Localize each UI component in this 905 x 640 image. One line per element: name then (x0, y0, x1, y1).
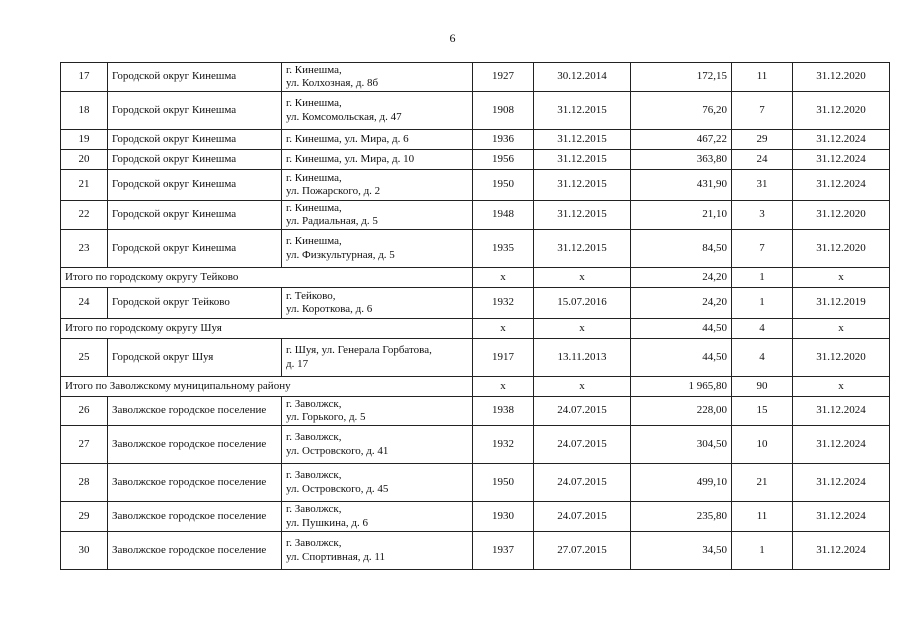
table-row (61, 170, 890, 201)
recognition-date: 24.07.2015 (534, 502, 631, 532)
row-number: 26 (61, 397, 108, 426)
table-row (61, 201, 890, 230)
municipality-name: Заволжское городское поселение (108, 464, 282, 502)
resettlement-deadline: 31.12.2024 (793, 397, 890, 426)
residents-count: 29 (732, 130, 793, 150)
residents-count: 15 (732, 397, 793, 426)
resettlement-deadline: 31.12.2020 (793, 339, 890, 377)
construction-year: 1935 (473, 230, 534, 268)
address-line: ул. Пушкина, д. 6 (286, 516, 369, 529)
living-area: 363,80 (631, 150, 732, 170)
residents-count: 1 (732, 288, 793, 319)
residents-count: 24 (732, 150, 793, 170)
residents-count: 4 (732, 339, 793, 377)
table-row (61, 464, 890, 502)
construction-year: 1938 (473, 397, 534, 426)
house-address (282, 464, 473, 502)
house-address (282, 397, 473, 426)
table-row (61, 426, 890, 464)
address-line: ул. Физкультурная, д. 5 (286, 248, 395, 261)
total-date: х (534, 319, 631, 339)
address-line: ул. Спортивная, д. 11 (286, 550, 385, 563)
recognition-date: 31.12.2015 (534, 92, 631, 130)
construction-year: 1937 (473, 532, 534, 570)
living-area: 84,50 (631, 230, 732, 268)
living-area: 228,00 (631, 397, 732, 426)
resettlement-deadline: 31.12.2024 (793, 464, 890, 502)
row-number: 24 (61, 288, 108, 319)
construction-year: 1932 (473, 288, 534, 319)
total-label: Итого по Заволжскому муниципальному району (61, 377, 473, 397)
recognition-date: 31.12.2015 (534, 130, 631, 150)
municipality-name: Городской округ Кинешма (108, 92, 282, 130)
table-row (61, 288, 890, 319)
row-number: 20 (61, 150, 108, 170)
total-residents: 4 (732, 319, 793, 339)
table-row (61, 502, 890, 532)
house-address (282, 288, 473, 319)
table-row (61, 92, 890, 130)
construction-year: 1917 (473, 339, 534, 377)
address-line: г. Заволжск, (286, 397, 342, 410)
residents-count: 31 (732, 170, 793, 201)
resettlement-deadline: 31.12.2024 (793, 150, 890, 170)
residents-count: 21 (732, 464, 793, 502)
recognition-date: 24.07.2015 (534, 397, 631, 426)
living-area: 21,10 (631, 201, 732, 230)
row-number: 30 (61, 532, 108, 570)
construction-year: 1936 (473, 130, 534, 150)
housing-registry-table (60, 62, 890, 570)
construction-year: 1950 (473, 464, 534, 502)
address-line: г. Кинешма, (286, 63, 342, 76)
house-address (282, 201, 473, 230)
construction-year: 1927 (473, 63, 534, 92)
house-address (282, 339, 473, 377)
construction-year: 1950 (473, 170, 534, 201)
resettlement-deadline: 31.12.2024 (793, 426, 890, 464)
table-row (61, 150, 890, 170)
address-line: г. Заволжск, (286, 431, 342, 444)
recognition-date: 31.12.2015 (534, 201, 631, 230)
page-number: 6 (449, 31, 456, 45)
total-label: Итого по городскому округу Шуя (61, 319, 473, 339)
house-address (282, 230, 473, 268)
living-area: 34,50 (631, 532, 732, 570)
recognition-date: 30.12.2014 (534, 63, 631, 92)
living-area: 24,20 (631, 288, 732, 319)
living-area: 467,22 (631, 130, 732, 150)
address-line: г. Кинешма, (286, 97, 342, 110)
address-line: г. Заволжск, (286, 469, 342, 482)
resettlement-deadline: 31.12.2020 (793, 63, 890, 92)
construction-year: 1948 (473, 201, 534, 230)
address-line: г. Заволжск, (286, 503, 342, 516)
row-number: 25 (61, 339, 108, 377)
total-residents: 90 (732, 377, 793, 397)
recognition-date: 31.12.2015 (534, 170, 631, 201)
house-address (282, 170, 473, 201)
municipality-name: Городской округ Шуя (108, 339, 282, 377)
living-area: 304,50 (631, 426, 732, 464)
total-area: 1 965,80 (631, 377, 732, 397)
municipality-name: Городской округ Кинешма (108, 170, 282, 201)
municipality-name: Заволжское городское поселение (108, 426, 282, 464)
house-address (282, 532, 473, 570)
municipality-name: Городской округ Кинешма (108, 130, 282, 150)
row-number: 21 (61, 170, 108, 201)
living-area: 44,50 (631, 339, 732, 377)
total-deadline: х (793, 268, 890, 288)
recognition-date: 31.12.2015 (534, 230, 631, 268)
table-row (61, 230, 890, 268)
total-row (61, 319, 890, 339)
address-line: г. Тейково, (286, 289, 336, 302)
total-row (61, 268, 890, 288)
total-area: 44,50 (631, 319, 732, 339)
resettlement-deadline: 31.12.2020 (793, 92, 890, 130)
address-line: г. Кинешма, (286, 171, 342, 184)
row-number: 18 (61, 92, 108, 130)
construction-year: 1956 (473, 150, 534, 170)
address-line: г. Кинешма, ул. Мира, д. 10 (286, 152, 415, 165)
address-line: ул. Комсомольская, д. 47 (286, 110, 402, 123)
row-number: 19 (61, 130, 108, 150)
row-number: 29 (61, 502, 108, 532)
address-line: ул. Горького, д. 5 (286, 411, 366, 423)
residents-count: 7 (732, 92, 793, 130)
resettlement-deadline: 31.12.2024 (793, 130, 890, 150)
table-body (61, 63, 890, 570)
recognition-date: 24.07.2015 (534, 426, 631, 464)
residents-count: 11 (732, 502, 793, 532)
address-line: ул. Радиальная, д. 5 (286, 215, 378, 227)
residents-count: 1 (732, 532, 793, 570)
address-line: ул. Короткова, д. 6 (286, 303, 373, 315)
total-year: х (473, 319, 534, 339)
living-area: 431,90 (631, 170, 732, 201)
total-area: 24,20 (631, 268, 732, 288)
construction-year: 1930 (473, 502, 534, 532)
municipality-name: Заволжское городское поселение (108, 502, 282, 532)
municipality-name: Городской округ Кинешма (108, 63, 282, 92)
municipality-name: Заволжское городское поселение (108, 397, 282, 426)
house-address (282, 150, 473, 170)
resettlement-deadline: 31.12.2024 (793, 170, 890, 201)
address-line: ул. Пожарского, д. 2 (286, 185, 381, 197)
residents-count: 10 (732, 426, 793, 464)
address-line: г. Шуя, ул. Генерала Горбатова, (286, 344, 432, 357)
municipality-name: Городской округ Тейково (108, 288, 282, 319)
municipality-name: Городской округ Кинешма (108, 150, 282, 170)
table-row (61, 397, 890, 426)
residents-count: 3 (732, 201, 793, 230)
house-address (282, 426, 473, 464)
address-line: г. Кинешма, (286, 201, 342, 214)
construction-year: 1932 (473, 426, 534, 464)
resettlement-deadline: 31.12.2019 (793, 288, 890, 319)
total-residents: 1 (732, 268, 793, 288)
recognition-date: 13.11.2013 (534, 339, 631, 377)
address-line: ул. Островского, д. 45 (286, 482, 389, 495)
address-line: г. Кинешма, (286, 235, 342, 248)
resettlement-deadline: 31.12.2020 (793, 201, 890, 230)
total-deadline: х (793, 319, 890, 339)
address-line: г. Заволжск, (286, 537, 342, 550)
living-area: 76,20 (631, 92, 732, 130)
table-row (61, 63, 890, 92)
table-row (61, 532, 890, 570)
living-area: 235,80 (631, 502, 732, 532)
house-address (282, 63, 473, 92)
row-number: 28 (61, 464, 108, 502)
recognition-date: 27.07.2015 (534, 532, 631, 570)
recognition-date: 24.07.2015 (534, 464, 631, 502)
row-number: 17 (61, 63, 108, 92)
recognition-date: 31.12.2015 (534, 150, 631, 170)
table-row (61, 130, 890, 150)
total-label: Итого по городскому округу Тейково (61, 268, 473, 288)
total-year: х (473, 268, 534, 288)
address-line: ул. Колхозная, д. 8б (286, 77, 379, 89)
address-line: г. Кинешма, ул. Мира, д. 6 (286, 132, 409, 145)
living-area: 499,10 (631, 464, 732, 502)
house-address (282, 502, 473, 532)
total-date: х (534, 377, 631, 397)
construction-year: 1908 (473, 92, 534, 130)
municipality-name: Городской округ Кинешма (108, 230, 282, 268)
row-number: 27 (61, 426, 108, 464)
address-line: ул. Островского, д. 41 (286, 444, 389, 457)
address-line: д. 17 (286, 357, 309, 370)
table-row (61, 339, 890, 377)
living-area: 172,15 (631, 63, 732, 92)
total-year: х (473, 377, 534, 397)
row-number: 23 (61, 230, 108, 268)
total-date: х (534, 268, 631, 288)
residents-count: 11 (732, 63, 793, 92)
municipality-name: Заволжское городское поселение (108, 532, 282, 570)
resettlement-deadline: 31.12.2024 (793, 502, 890, 532)
total-deadline: х (793, 377, 890, 397)
total-row (61, 377, 890, 397)
house-address (282, 92, 473, 130)
residents-count: 7 (732, 230, 793, 268)
resettlement-deadline: 31.12.2020 (793, 230, 890, 268)
recognition-date: 15.07.2016 (534, 288, 631, 319)
row-number: 22 (61, 201, 108, 230)
resettlement-deadline: 31.12.2024 (793, 532, 890, 570)
house-address (282, 130, 473, 150)
municipality-name: Городской округ Кинешма (108, 201, 282, 230)
